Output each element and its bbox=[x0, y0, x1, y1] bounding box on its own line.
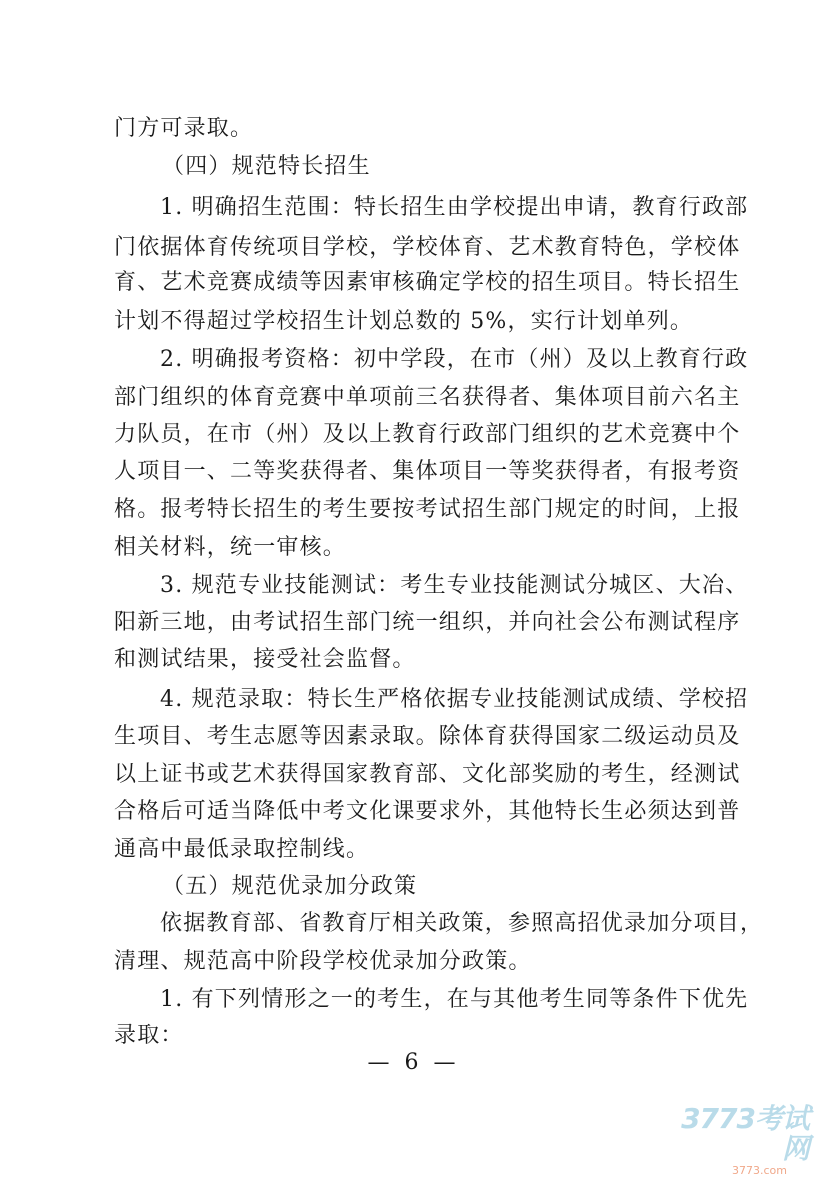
paragraph-line: 门方可录取。 bbox=[114, 116, 254, 141]
paragraph-line: 3. 规范专业技能测试：考生专业技能测试分城区、大冶、 bbox=[160, 573, 749, 598]
paragraph-line: 通高中最低录取控制线。 bbox=[114, 837, 370, 862]
paragraph-line: 阳新三地，由考试招生部门统一组织，并向社会公布测试程序 bbox=[114, 610, 741, 635]
paragraph-line: 4. 规范录取：特长生严格依据专业技能测试成绩、学校招 bbox=[160, 687, 749, 712]
paragraph-line: 合格后可适当降低中考文化课要求外，其他特长生必须达到普 bbox=[114, 799, 741, 824]
paragraph-line: 格。报考特长招生的考生要按考试招生部门规定的时间，上报 bbox=[114, 497, 741, 522]
watermark-url: 3773.com bbox=[732, 1164, 787, 1177]
paragraph-line: 1. 明确招生范围：特长招生由学校提出申请，教育行政部 bbox=[160, 195, 749, 220]
paragraph-line: 和测试结果，接受社会监督。 bbox=[114, 647, 416, 672]
paragraph-line: 部门组织的体育竞赛中单项前三名获得者、集体项目前六名主 bbox=[114, 385, 741, 410]
paragraph-line: 育、艺术竞赛成绩等因素审核确定学校的招生项目。特长招生 bbox=[114, 270, 741, 295]
watermark-title: 3773考试网 bbox=[681, 1102, 809, 1165]
paragraph-line: 录取： bbox=[114, 1023, 184, 1048]
section-heading: （四）规范特长招生 bbox=[162, 154, 371, 179]
page-number: — 6 — bbox=[367, 1050, 460, 1075]
paragraph-line: 1. 有下列情形之一的考生，在与其他考生同等条件下优先 bbox=[160, 987, 749, 1012]
paragraph-line: 相关材料，统一审核。 bbox=[114, 535, 347, 560]
paragraph-line: 依据教育部、省教育厅相关政策，参照高招优录加分项目， bbox=[160, 911, 764, 936]
paragraph-line: 2. 明确报考资格：初中学段，在市（州）及以上教育行政 bbox=[160, 347, 749, 372]
paragraph-line: 以上证书或艺术获得国家教育部、文化部奖励的考生，经测试 bbox=[114, 762, 741, 787]
paragraph-line: 人项目一、二等奖获得者、集体项目一等奖获得者，有报考资 bbox=[114, 459, 741, 484]
paragraph-line: 清理、规范高中阶段学校优录加分政策。 bbox=[114, 949, 532, 974]
watermark-logo bbox=[659, 1102, 809, 1177]
section-heading: （五）规范优录加分政策 bbox=[162, 874, 418, 899]
paragraph-line: 力队员，在市（州）及以上教育行政部门组织的艺术竞赛中个 bbox=[114, 422, 741, 447]
paragraph-line: 计划不得超过学校招生计划总数的 5%，实行计划单列。 bbox=[114, 309, 694, 334]
paragraph-line: 门依据体育传统项目学校，学校体育、艺术教育特色，学校体 bbox=[114, 235, 741, 260]
paragraph-line: 生项目、考生志愿等因素录取。除体育获得国家二级运动员及 bbox=[114, 724, 741, 749]
